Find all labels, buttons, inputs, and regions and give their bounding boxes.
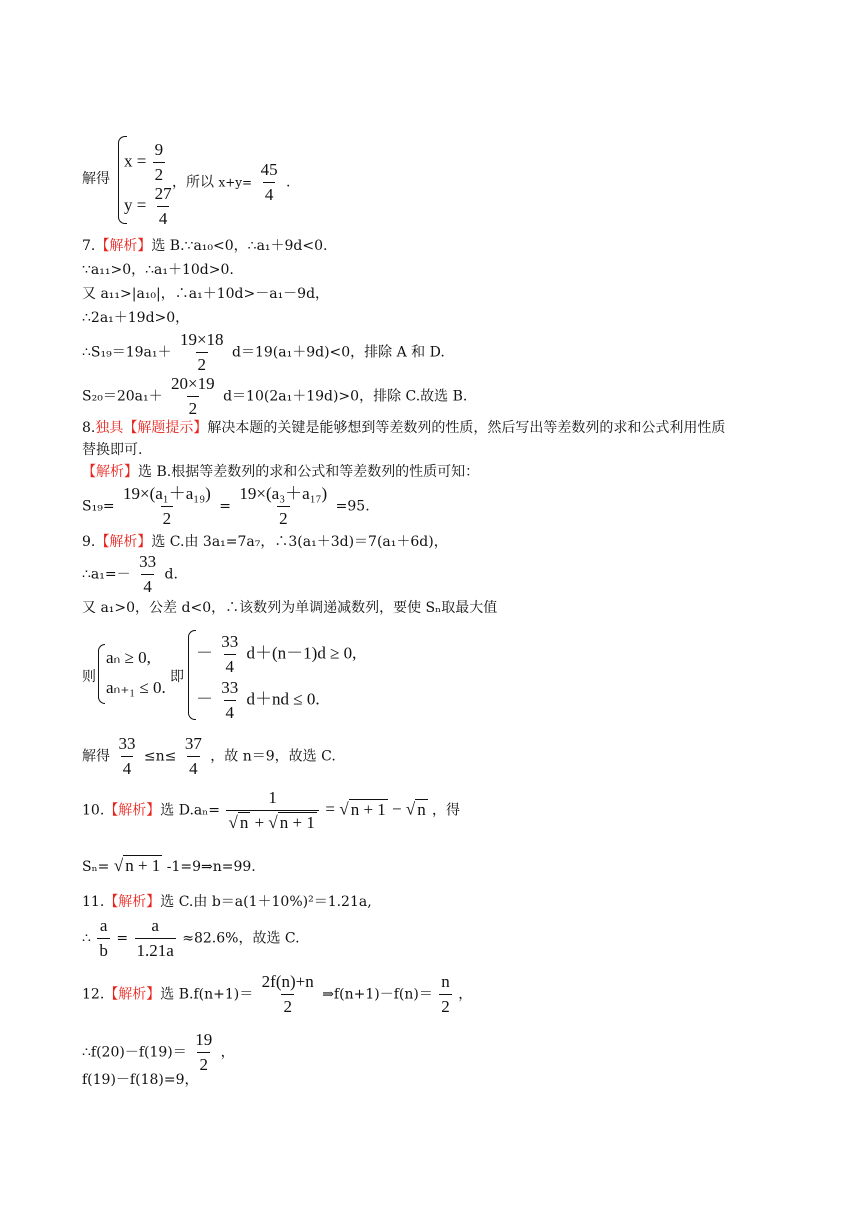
q6-xy: x+y= bbox=[218, 175, 253, 190]
q12-line-2 bbox=[82, 1030, 235, 1075]
q8-hint: 解决本题的关键是能够想到等差数列的性质，然后写出等差数列的求和公式利用性质 bbox=[207, 420, 726, 436]
q11-number: 11. bbox=[82, 894, 105, 910]
q12-frac-2 bbox=[439, 972, 452, 1017]
q12-number: 12. bbox=[82, 986, 105, 1003]
q6-x-eq: x = bbox=[124, 151, 147, 171]
q9-line-a1 bbox=[82, 552, 178, 597]
q6-x-num: 9 bbox=[154, 140, 164, 159]
q7-s20-num: 20×19 bbox=[171, 374, 215, 393]
q6-y-frac bbox=[153, 184, 174, 229]
q9-e1-frac bbox=[219, 632, 240, 677]
q10-frac-den bbox=[226, 810, 318, 833]
q9-sol-den-1: 4 bbox=[121, 756, 134, 779]
q8-frac-2-num: 19×(a₃＋a₁₇) bbox=[239, 484, 328, 503]
q9-text-1: 选 C.由 3a₁=7a₇，∴3(a₁＋3d)＝7(a₁＋6d)， bbox=[151, 534, 448, 550]
q11-frac-1 bbox=[97, 916, 110, 961]
q9-sol-post: ，故 n＝9，故选 C. bbox=[210, 748, 336, 765]
q9-a1-pre: ∴a₁=－ bbox=[82, 566, 131, 583]
q9-e2-post: d＋nd ≤ 0. bbox=[246, 689, 320, 709]
q12-post: ， bbox=[458, 986, 473, 1003]
q8-s-post: =95. bbox=[335, 498, 370, 515]
q8-eq: = bbox=[219, 498, 231, 515]
q8-frac-1-num: 19×(a₁＋a₁₉) bbox=[123, 484, 211, 503]
q12-frac-2-num: n bbox=[441, 972, 450, 991]
q8-frac-2 bbox=[237, 484, 329, 529]
q7-number: 7. bbox=[82, 238, 96, 254]
q8-line-sum bbox=[82, 484, 370, 529]
q6-y-num: 27 bbox=[154, 184, 172, 203]
q10-s-pre: Sₙ= bbox=[82, 859, 110, 875]
q10-frac-num: 1 bbox=[268, 788, 277, 807]
q9-sol-num-2: 37 bbox=[184, 734, 202, 753]
q9-e1-pre: － bbox=[196, 643, 213, 663]
q7-s20-pre: S₂₀＝20a₁＋ bbox=[82, 388, 163, 405]
q9-ie: 即 bbox=[170, 669, 184, 685]
q7-s20-den: 2 bbox=[187, 396, 200, 419]
q9-e2-den: 4 bbox=[224, 700, 237, 723]
q8-line-2: 替换即可. bbox=[82, 442, 143, 458]
q10-post: ，得 bbox=[431, 802, 460, 819]
q9-sol-pre: 解得 bbox=[82, 748, 110, 765]
q9-a1-frac bbox=[137, 552, 158, 597]
q9-sol-frac-2 bbox=[183, 734, 204, 779]
q8-frac-1 bbox=[121, 484, 213, 529]
q9-number: 9. bbox=[82, 534, 96, 550]
q10-eq: = bbox=[325, 799, 335, 819]
q11-post: ≈82.6%，故选 C. bbox=[182, 930, 300, 947]
q9-brace-1 bbox=[98, 644, 105, 704]
q10-number: 10. bbox=[82, 802, 105, 819]
q9-brace-2 bbox=[188, 630, 196, 720]
q11-pre: ∴ bbox=[82, 930, 91, 947]
q9-cond-2: aₙ₊₁ ≤ 0. bbox=[106, 678, 166, 697]
q10-den-plus: + bbox=[254, 813, 265, 832]
q9-e2-pre: － bbox=[196, 689, 213, 709]
q12-l2-post: ， bbox=[220, 1044, 235, 1061]
q8-alone-tag: 独具 bbox=[95, 420, 124, 436]
q11-line-1 bbox=[82, 892, 372, 912]
q9-a1-den: 4 bbox=[141, 574, 154, 597]
q8-s-pre: S₁₉= bbox=[82, 498, 115, 515]
q7-line-3: 又 a₁₁>|a₁₀|，∴a₁＋10d>－a₁－9d， bbox=[82, 286, 330, 302]
q7-line-4: ∴2a₁＋19d>0， bbox=[82, 310, 190, 326]
q8-line-3 bbox=[82, 462, 479, 482]
q7-s19-den: 2 bbox=[196, 352, 209, 375]
q7-line-s20 bbox=[82, 374, 467, 419]
q11-frac-1-den: b bbox=[97, 938, 110, 961]
q6-y-den: 4 bbox=[157, 206, 170, 229]
q10-line-2 bbox=[82, 856, 256, 877]
q6-result-frac bbox=[259, 160, 280, 205]
q6-result-den: 4 bbox=[263, 182, 276, 205]
q9-e1-den: 4 bbox=[224, 654, 237, 677]
q6-result-num: 45 bbox=[260, 160, 278, 179]
q10-s-rad: n + 1 bbox=[125, 856, 161, 875]
q12-frac-1-num: 2f(n)+n bbox=[261, 972, 314, 991]
q10-r2: n bbox=[417, 799, 426, 819]
q7-s19-frac bbox=[178, 330, 226, 375]
q9-cond-1: aₙ ≥ 0, bbox=[106, 648, 151, 667]
q9-a1-post: d. bbox=[164, 566, 178, 583]
q12-line-3: f(19)－f(18)=9， bbox=[82, 1072, 199, 1088]
q9-eq-2 bbox=[196, 678, 320, 723]
q7-line-1 bbox=[82, 236, 328, 256]
q10-analysis-tag: 【解析】 bbox=[104, 802, 161, 819]
q6-x-frac bbox=[153, 140, 166, 185]
q9-e1-post: d＋(n－1)d ≥ 0, bbox=[246, 643, 357, 663]
q12-l2-den: 2 bbox=[197, 1052, 210, 1075]
q11-frac-1-num: a bbox=[99, 916, 108, 935]
q12-frac-2-den: 2 bbox=[439, 994, 452, 1017]
q7-s20-frac bbox=[169, 374, 217, 419]
q10-line-1 bbox=[82, 788, 460, 833]
q6-x-row bbox=[124, 140, 167, 185]
q12-l2-frac bbox=[193, 1030, 214, 1075]
sqrt-icon: √ bbox=[113, 856, 124, 875]
q7-s20-post: d＝10(2a₁＋19d)>0，排除 C.故选 B. bbox=[223, 388, 468, 405]
q9-eq-1 bbox=[196, 632, 356, 677]
sqrt-icon: √ bbox=[405, 799, 416, 819]
q9-line-sol bbox=[82, 734, 336, 779]
q9-e1-num: 33 bbox=[221, 632, 239, 651]
q9-analysis-tag: 【解析】 bbox=[95, 534, 152, 550]
q7-text-1: 选 B.∵a₁₀<0，∴a₁＋9d<0. bbox=[151, 238, 328, 254]
q8-number: 8. bbox=[82, 420, 96, 436]
q12-l2-num: 19 bbox=[195, 1030, 213, 1049]
q10-den-a: n bbox=[239, 813, 249, 832]
q11-text-1: 选 C.由 b＝a(1＋10%)²＝1.21a, bbox=[160, 894, 372, 910]
q9-a1-num: 33 bbox=[139, 552, 157, 571]
q11-frac-2-den: 1.21a bbox=[135, 938, 176, 961]
q10-r1: n + 1 bbox=[350, 799, 386, 819]
sqrt-icon: √ bbox=[339, 799, 349, 819]
q11-frac-2 bbox=[135, 916, 176, 961]
q11-analysis-tag: 【解析】 bbox=[104, 894, 161, 910]
q12-frac-1 bbox=[260, 972, 316, 1017]
q12-l2-pre: ∴f(20)－f(19)＝ bbox=[82, 1044, 187, 1061]
q11-line-2 bbox=[82, 916, 300, 961]
q6-y-row bbox=[124, 184, 176, 229]
q11-eq: = bbox=[116, 930, 129, 947]
q12-analysis-tag: 【解析】 bbox=[104, 986, 161, 1003]
q9-e2-num: 33 bbox=[221, 678, 239, 697]
q6-x-den: 2 bbox=[153, 162, 166, 185]
sqrt-icon: √ bbox=[268, 813, 278, 832]
q8-frac-2-den: 2 bbox=[277, 506, 290, 529]
q7-analysis-tag: 【解析】 bbox=[95, 238, 152, 254]
q8-frac-1-den: 2 bbox=[161, 506, 174, 529]
q6-result bbox=[172, 160, 290, 205]
q9-sol-frac-1 bbox=[116, 734, 137, 779]
q10-den-b: n + 1 bbox=[279, 813, 315, 832]
q12-frac-1-den: 2 bbox=[281, 994, 294, 1017]
q6-so: ，所以 bbox=[172, 174, 214, 191]
q11-frac-2-num: a bbox=[151, 916, 159, 935]
q10-minus: − bbox=[392, 799, 402, 819]
q9-e2-frac bbox=[219, 678, 240, 723]
q9-sol-num-1: 33 bbox=[118, 734, 136, 753]
q9-then: 则 bbox=[82, 669, 96, 685]
sqrt-icon: √ bbox=[228, 813, 238, 832]
q6-y-eq: y = bbox=[124, 195, 147, 215]
q8-line-1 bbox=[82, 418, 725, 438]
q10-pre: 选 D.aₙ= bbox=[160, 802, 221, 819]
q10-frac bbox=[226, 788, 318, 833]
q8-text-1: 选 B.根据等差数列的求和公式和等差数列的性质可知： bbox=[138, 464, 480, 480]
q9-sol-mid: ≤n≤ bbox=[143, 748, 177, 765]
q8-analysis-tag: 【解析】 bbox=[82, 464, 138, 480]
q12-mid: ⇒f(n+1)－f(n)＝ bbox=[322, 986, 433, 1003]
q8-hint-tag: 【解题提示】 bbox=[123, 420, 208, 436]
q9-line-1 bbox=[82, 532, 448, 552]
q6-solve-prefix: 解得 bbox=[82, 171, 110, 187]
q7-line-s19 bbox=[82, 330, 445, 375]
q10-s-post: -1=9⇒n=99. bbox=[166, 859, 256, 875]
q12-pre: 选 B.f(n+1)＝ bbox=[160, 986, 254, 1003]
q6-end: . bbox=[286, 174, 291, 191]
q7-s19-pre: ∴S₁₉＝19a₁＋ bbox=[82, 344, 172, 361]
q7-line-2: ∵a₁₁>0，∴a₁＋10d>0. bbox=[82, 262, 234, 278]
q7-s19-num: 19×18 bbox=[179, 330, 224, 349]
q7-s19-post: d＝19(a₁＋9d)<0，排除 A 和 D. bbox=[232, 344, 445, 361]
q9-line-3: 又 a₁>0，公差 d<0，∴该数列为单调递减数列，要使 Sₙ取最大值 bbox=[82, 600, 498, 616]
q9-sol-den-2: 4 bbox=[187, 756, 200, 779]
q12-line-1 bbox=[82, 972, 472, 1017]
